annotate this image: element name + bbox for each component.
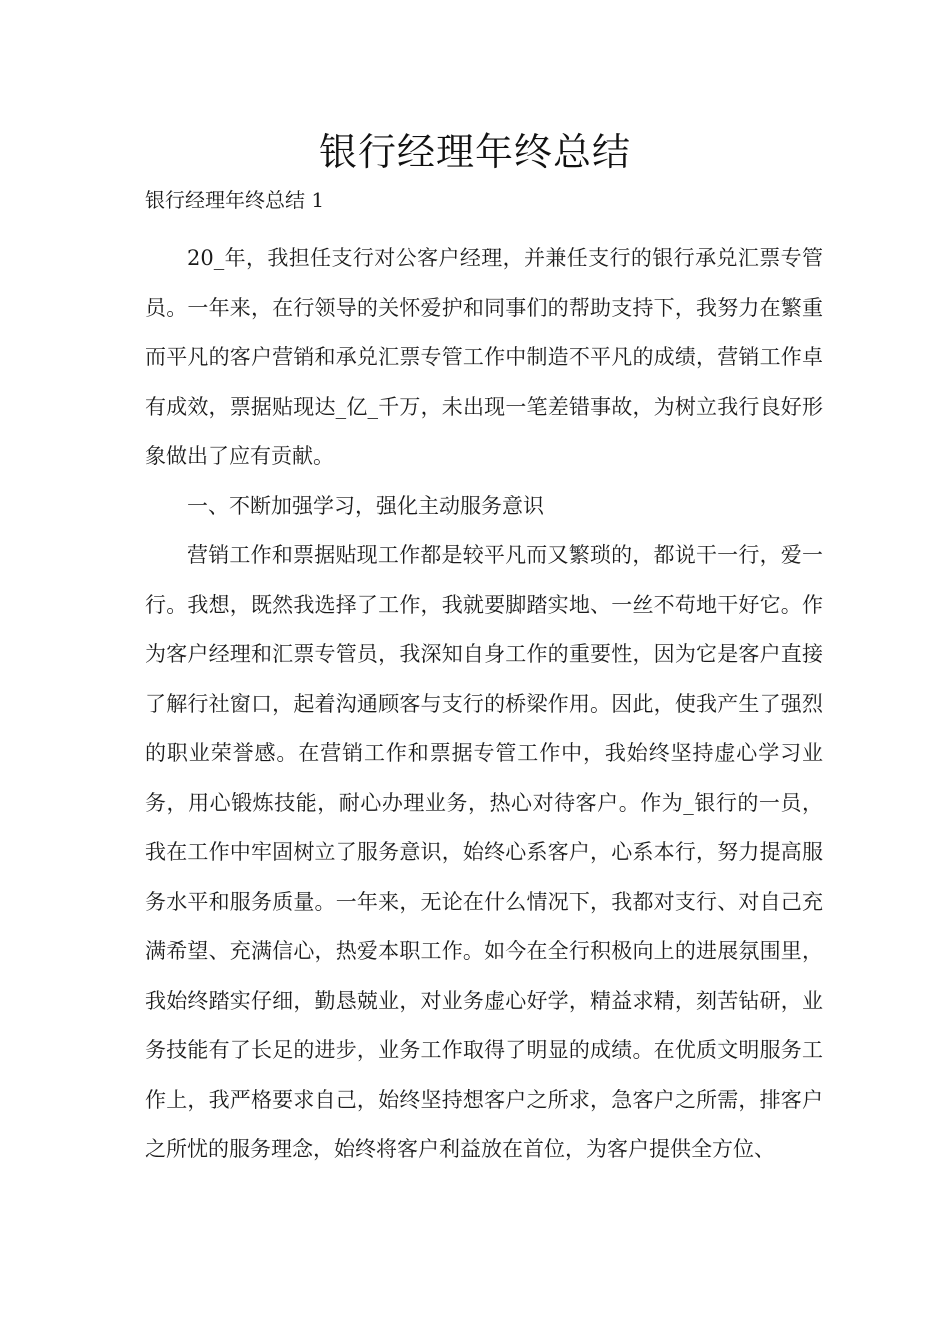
document-body — [145, 234, 823, 1175]
document-title: 银行经理年终总结 — [318, 130, 631, 174]
paragraph-section-one: 营销工作和票据贴现工作都是较平凡而又繁琐的，都说干一行，爱一行。我想，既然我选择了工作，我就要脚踏实地、一丝不苟地干好它。作为客户经理和汇票专管员，我深知自身工作的重要性，因为它是客户直接了解行社窗口，起着沟通顾客与支行的桥梁作用。因此，使我产生了强烈的职业荣誉感。在营销工作和票据专管工作中，我始终坚持虚心学习业务，用心锻炼技能，耐心办理业务，热心对待客户。作为_银行的一员，我在工作中牢固树立了服务意识，始终心系客户，心系本行，努力提高服务水平和服务质量。一年来，无论在什么情况下，我都对支行、对自己充满希望、充满信心，热爱本职工作。如今在全行积极向上的进展氛围里，我始终踏实仔细，勤恳兢业，对业务虚心好学，精益求精，刻苦钻研，业务技能有了长足的进步，业务工作取得了明显的成绩。在优质文明服务工作上，我严格要求自己，始终坚持想客户之所求，急客户之所需，排客户之所忧的服务理念，始终将客户利益放在首位，为客户提供全方位、 — [145, 543, 823, 1161]
paragraph-intro: 20_年，我担任支行对公客户经理，并兼任支行的银行承兑汇票专管员。一年来，在行领导的关怀爱护和同事们的帮助支持下，我努力在繁重而平凡的客户营销和承兑汇票专管工作中制造不平凡的成绩，营销工作卓有成效，票据贴现达_亿_千万，未出现一笔差错事故，为树立我行良好形象做出了应有贡献。 — [145, 246, 823, 468]
document-subtitle: 银行经理年终总结 1 — [145, 188, 325, 212]
section-heading: 一、不断加强学习，强化主动服务意识 — [187, 493, 544, 518]
